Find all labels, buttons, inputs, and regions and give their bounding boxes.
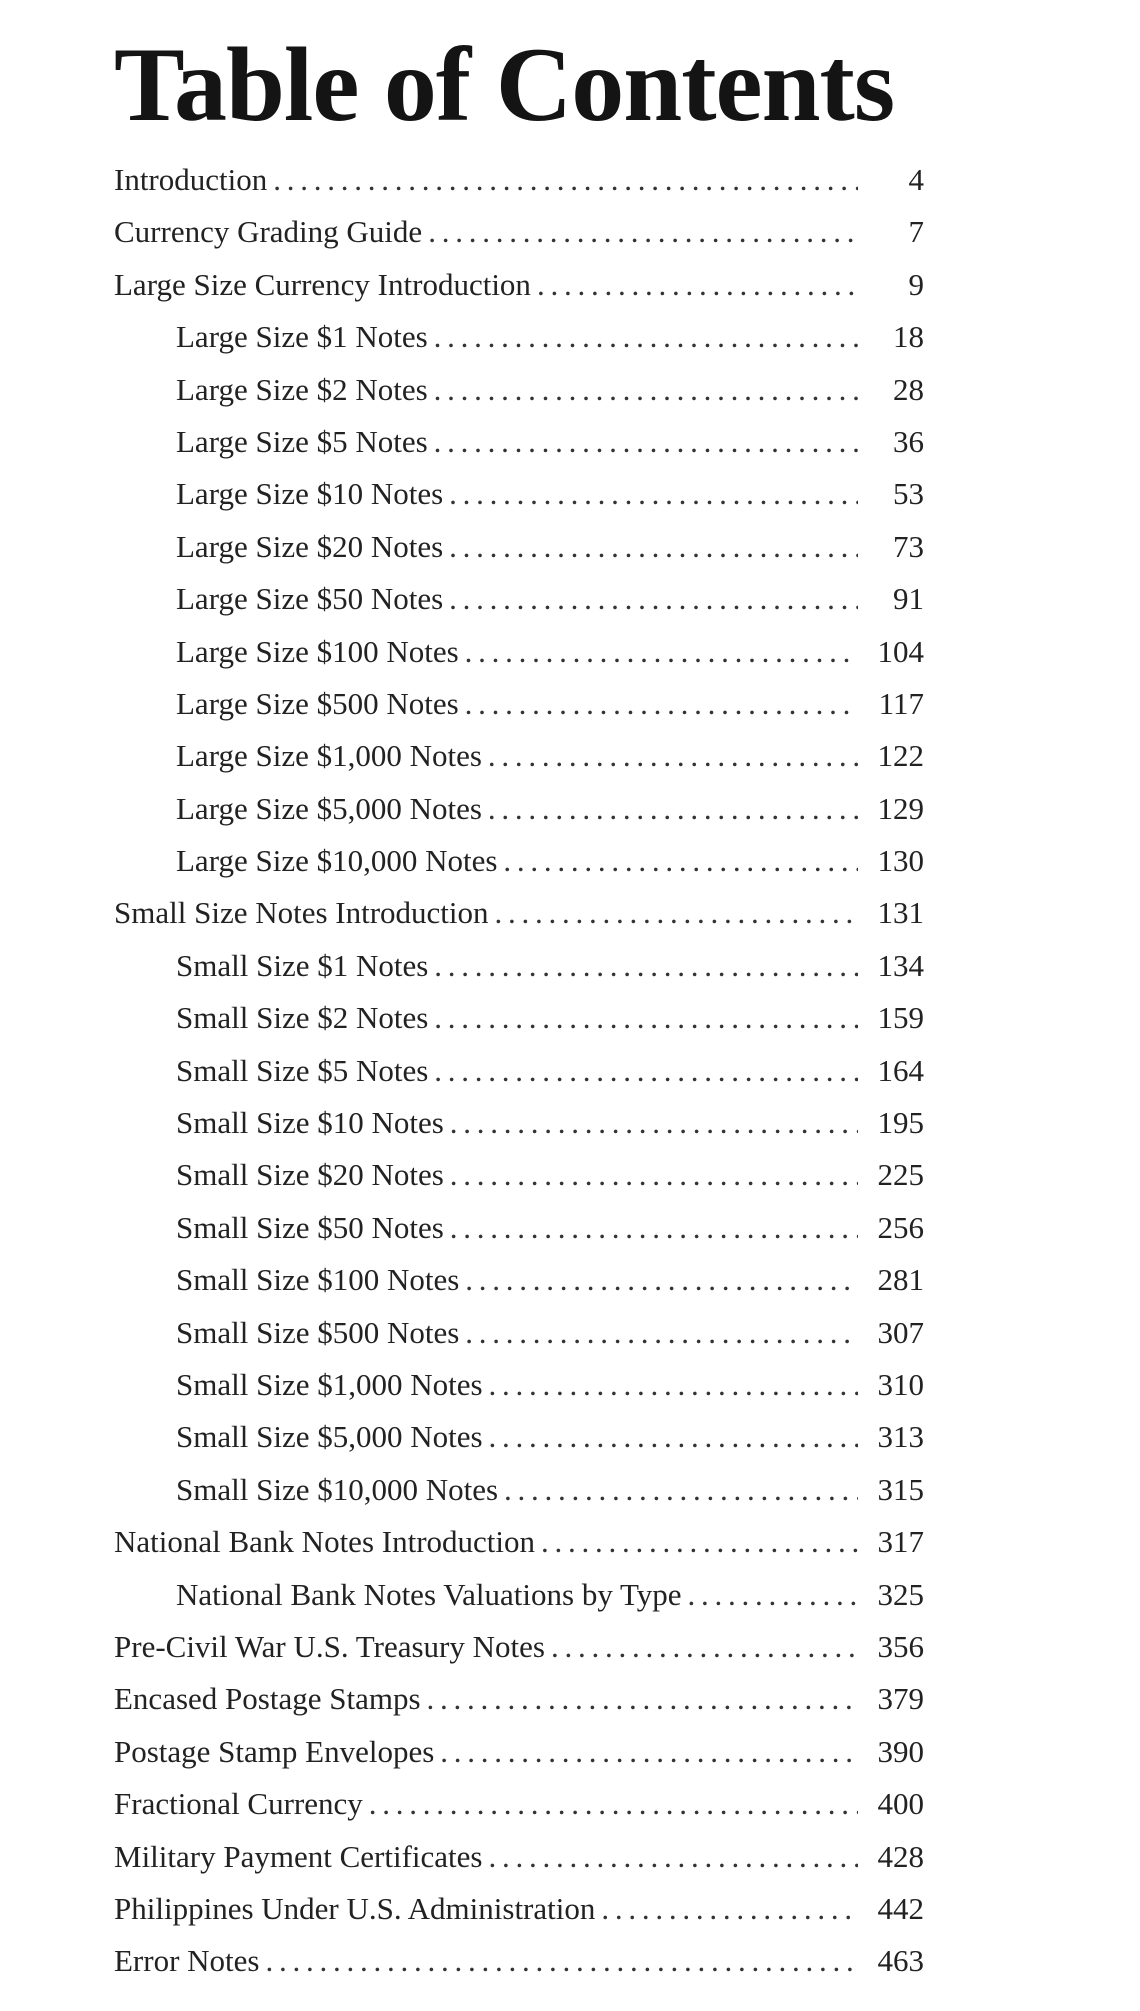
toc-entry[interactable]: [114, 1935, 924, 1987]
dot-leader: [503, 835, 858, 887]
toc-entry[interactable]: [114, 1516, 924, 1568]
toc-entry-page-number: 256: [877, 1209, 924, 1245]
toc-entry-label: Large Size Currency Introduction: [114, 266, 531, 302]
toc-entry-label: Philippines Under U.S. Administration: [114, 1890, 596, 1926]
toc-entry-label: Error Notes: [114, 1943, 260, 1979]
dot-leader: [688, 1569, 858, 1621]
toc-entry-label: Small Size $500 Notes: [176, 1314, 460, 1350]
toc-entry-page-number: 134: [877, 947, 924, 983]
dot-leader: [449, 521, 858, 573]
dot-leader: [434, 416, 858, 468]
toc-entry-page-number: 129: [877, 790, 924, 826]
toc-entry-page-number: 9: [908, 266, 924, 302]
toc-entry-page-number: 28: [893, 371, 924, 407]
toc-entry-page-number: 7: [908, 214, 924, 250]
dot-leader: [465, 626, 858, 678]
dot-leader: [488, 730, 858, 782]
toc-entry[interactable]: [114, 154, 924, 206]
toc-entry-label: Small Size Notes Introduction: [114, 895, 489, 931]
dot-leader: [551, 1621, 858, 1673]
toc-entry[interactable]: [114, 1254, 924, 1306]
dot-leader: [465, 1307, 858, 1359]
toc-entry-label: Small Size $5,000 Notes: [176, 1419, 483, 1455]
toc-entry-page-number: 18: [893, 319, 924, 355]
toc-entry-page-number: 307: [877, 1314, 924, 1350]
toc-entry[interactable]: [114, 992, 924, 1044]
dot-leader: [465, 1254, 858, 1306]
toc-entry-page-number: 379: [877, 1681, 924, 1717]
dot-leader: [450, 1202, 858, 1254]
toc-entry[interactable]: [114, 1778, 924, 1830]
toc-entry-label: Large Size $1 Notes: [176, 319, 428, 355]
toc-entry-label: Currency Grading Guide: [114, 214, 423, 250]
dot-leader: [488, 1831, 858, 1883]
dot-leader: [489, 1359, 858, 1411]
toc-entry[interactable]: [114, 1831, 924, 1883]
toc-entry[interactable]: [114, 259, 924, 311]
toc-entry-page-number: 315: [877, 1471, 924, 1507]
dot-leader: [601, 1883, 858, 1935]
toc-entry-label: Small Size $20 Notes: [176, 1157, 444, 1193]
dot-leader: [450, 1149, 858, 1201]
toc-entry-page-number: 4: [908, 162, 924, 197]
dot-leader: [434, 364, 858, 416]
dot-leader: [427, 1673, 858, 1725]
toc-entry[interactable]: [114, 1621, 924, 1673]
toc-entry-label: National Bank Notes Introduction: [114, 1524, 535, 1560]
dot-leader: [434, 992, 858, 1044]
toc-entry[interactable]: [114, 783, 924, 835]
toc-entry-page-number: 281: [877, 1262, 924, 1298]
toc-entry-label: Large Size $20 Notes: [176, 528, 444, 564]
toc-entry-page-number: 53: [893, 476, 924, 512]
toc-entry-page-number: 313: [877, 1419, 924, 1455]
toc-entry-page-number: 310: [877, 1366, 924, 1402]
toc-entry-label: Small Size $50 Notes: [176, 1209, 444, 1245]
toc-entry-label: Small Size $10,000 Notes: [176, 1471, 499, 1507]
toc-entry-label: Large Size $100 Notes: [176, 633, 459, 669]
toc-entry-label: Large Size $50 Notes: [176, 581, 444, 617]
toc-page: [114, 26, 924, 1988]
toc-entry-page-number: 164: [877, 1052, 924, 1088]
toc-entry-label: Encased Postage Stamps: [114, 1681, 421, 1717]
toc-entry-label: Large Size $5,000 Notes: [176, 790, 482, 826]
dot-leader: [537, 259, 858, 311]
toc-entry-page-number: 225: [877, 1157, 924, 1193]
toc-entry-page-number: 428: [877, 1838, 924, 1874]
toc-entry[interactable]: [114, 1464, 924, 1516]
toc-entry-label: Large Size $1,000 Notes: [176, 738, 482, 774]
dot-leader: [434, 1045, 858, 1097]
toc-entry-label: Small Size $5 Notes: [176, 1052, 429, 1088]
toc-entry[interactable]: [114, 1673, 924, 1725]
toc-entry-page-number: 356: [877, 1628, 924, 1664]
toc-entry-page-number: 36: [893, 423, 924, 459]
toc-entry-label: Pre-Civil War U.S. Treasury Notes: [114, 1628, 545, 1664]
toc-entry-label: Military Payment Certificates: [114, 1838, 483, 1874]
dot-leader: [450, 1097, 858, 1149]
toc-entry-page-number: 159: [877, 1000, 924, 1036]
toc-entry[interactable]: [114, 1045, 924, 1097]
toc-entry[interactable]: [114, 835, 924, 887]
toc-entry-page-number: 463: [877, 1943, 924, 1979]
toc-entry[interactable]: [114, 626, 924, 678]
toc-entry[interactable]: [114, 468, 924, 520]
toc-entry-page-number: 130: [877, 843, 924, 879]
toc-entry-label: National Bank Notes Valuations by Type: [176, 1576, 682, 1612]
toc-entry-label: Large Size $10 Notes: [176, 476, 444, 512]
toc-entry[interactable]: [114, 1097, 924, 1149]
toc-entry-page-number: 390: [877, 1733, 924, 1769]
dot-leader: [465, 678, 858, 730]
toc-entry-label: Large Size $10,000 Notes: [176, 843, 498, 879]
toc-entry-page-number: 400: [877, 1786, 924, 1822]
toc-entry-page-number: 73: [893, 528, 924, 564]
dot-leader: [489, 1411, 858, 1463]
dot-leader: [265, 1935, 858, 1987]
toc-entry[interactable]: [114, 311, 924, 363]
toc-entry[interactable]: [114, 1569, 924, 1621]
toc-entry[interactable]: [114, 1307, 924, 1359]
toc-entry[interactable]: [114, 416, 924, 468]
toc-entry[interactable]: [114, 678, 924, 730]
dot-leader: [440, 1726, 858, 1778]
dot-leader: [428, 206, 858, 258]
dot-leader: [434, 940, 858, 992]
toc-entry-page-number: 195: [877, 1105, 924, 1141]
toc-entry[interactable]: [114, 521, 924, 573]
toc-entry-page-number: 317: [877, 1524, 924, 1560]
toc-entry-label: Large Size $2 Notes: [176, 371, 428, 407]
toc-entry-page-number: 442: [877, 1890, 924, 1926]
dot-leader: [369, 1778, 858, 1830]
toc-entry-label: Fractional Currency: [114, 1786, 363, 1822]
toc-entry[interactable]: [114, 940, 924, 992]
dot-leader: [488, 783, 858, 835]
toc-entry-page-number: 131: [877, 895, 924, 931]
dot-leader: [541, 1516, 858, 1568]
toc-entry[interactable]: [114, 573, 924, 625]
toc-entry-label: Large Size $500 Notes: [176, 685, 459, 721]
toc-list: [114, 154, 924, 1988]
toc-entry-label: Introduction: [114, 162, 268, 197]
dot-leader: [434, 311, 858, 363]
toc-entry[interactable]: [114, 730, 924, 782]
toc-entry-page-number: 117: [878, 685, 924, 721]
toc-entry[interactable]: [114, 1726, 924, 1778]
toc-entry[interactable]: [114, 1883, 924, 1935]
toc-entry[interactable]: [114, 1202, 924, 1254]
dot-leader: [273, 154, 858, 206]
dot-leader: [449, 573, 858, 625]
dot-leader: [495, 887, 858, 939]
dot-leader: [504, 1464, 858, 1516]
toc-entry[interactable]: [114, 1411, 924, 1463]
dot-leader: [449, 468, 858, 520]
toc-entry-page-number: 325: [877, 1576, 924, 1612]
toc-entry-page-number: 104: [877, 633, 924, 669]
toc-entry-label: Small Size $2 Notes: [176, 1000, 429, 1036]
toc-entry[interactable]: [114, 364, 924, 416]
toc-entry-label: Postage Stamp Envelopes: [114, 1733, 435, 1769]
toc-entry[interactable]: [114, 1359, 924, 1411]
toc-entry-label: Large Size $5 Notes: [176, 423, 428, 459]
page-title: Table of Contents: [114, 26, 895, 143]
toc-entry-page-number: 91: [893, 581, 924, 617]
toc-entry-label: Small Size $1,000 Notes: [176, 1366, 483, 1402]
toc-entry[interactable]: [114, 1149, 924, 1201]
toc-entry[interactable]: [114, 887, 924, 939]
toc-entry-label: Small Size $1 Notes: [176, 947, 429, 983]
toc-entry-label: Small Size $100 Notes: [176, 1262, 460, 1298]
toc-entry-page-number: 122: [877, 738, 924, 774]
toc-entry[interactable]: [114, 206, 924, 258]
toc-entry-label: Small Size $10 Notes: [176, 1105, 444, 1141]
